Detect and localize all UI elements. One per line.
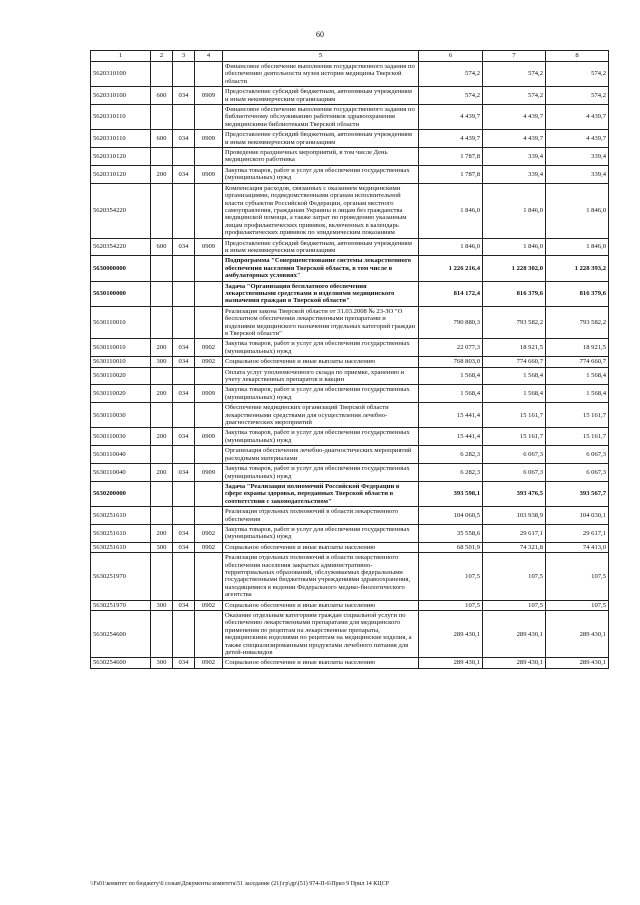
amount-year2-cell: 1 846,0 [483, 183, 546, 238]
table-row [91, 105, 609, 130]
table-row [91, 385, 609, 403]
amount-year3-cell: 104 030,1 [546, 507, 609, 525]
ministry-cell [173, 281, 195, 306]
ministry-cell: 034 [173, 130, 195, 148]
section-cell: 0909 [195, 87, 223, 105]
amount-year2-cell: 1 228 302,0 [483, 256, 546, 281]
amount-year2-cell: 74 321,8 [483, 542, 546, 552]
expense-type-cell: 200 [151, 385, 173, 403]
budget-code-cell: 5630110030 [91, 403, 151, 428]
ministry-cell [173, 105, 195, 130]
expense-type-cell: 600 [151, 238, 173, 256]
amount-year2-cell: 107,5 [483, 553, 546, 600]
table-row [91, 339, 609, 357]
budget-code-cell: 5630110030 [91, 428, 151, 446]
amount-year1-cell: 35 558,6 [419, 524, 483, 542]
expense-type-cell [151, 62, 173, 87]
table-row [91, 464, 609, 482]
amount-year3-cell: 18 921,5 [546, 339, 609, 357]
description-cell: Компенсация расходов, связанных с оказанием медицинскими организациями, подведомственными органам исполнительной власти субъектов Российской Федерации, органам местного самоуправления, гражданам Украины и лицам без гражданства медицинской помощи, а также затрат по проведению указанным лицам профилактических прививок, включенных в календарь профилактических прививок по эпидемическим показаниям [223, 183, 419, 238]
column-header: 7 [483, 51, 546, 62]
section-cell: 0909 [195, 428, 223, 446]
ministry-cell: 034 [173, 428, 195, 446]
description-cell: Закупка товаров, работ и услуг для обеспечения государственных (муниципальных) нужд [223, 165, 419, 183]
expense-type-cell [151, 611, 173, 658]
ministry-cell: 034 [173, 339, 195, 357]
section-cell: 0909 [195, 165, 223, 183]
section-cell: 0909 [195, 130, 223, 148]
ministry-cell [173, 553, 195, 600]
description-cell: Задача "Организация бесплатного обеспечения лекарственными средствами и изделиями медицинского назначения граждан в Тверской области" [223, 281, 419, 306]
budget-code-cell: 5630000000 [91, 256, 151, 281]
budget-code-cell: 5620354220 [91, 238, 151, 256]
ministry-cell [173, 367, 195, 385]
description-cell: Предоставление субсидий бюджетным, автономным учреждениям и иным некоммерческим организациям [223, 238, 419, 256]
table-row [91, 403, 609, 428]
amount-year3-cell: 574,2 [546, 87, 609, 105]
column-header: 2 [151, 51, 173, 62]
ministry-cell: 034 [173, 524, 195, 542]
amount-year2-cell: 4 439,7 [483, 130, 546, 148]
section-cell: 0902 [195, 524, 223, 542]
column-header: 6 [419, 51, 483, 62]
ministry-cell [173, 507, 195, 525]
amount-year3-cell: 15 161,7 [546, 428, 609, 446]
amount-year1-cell: 68 501,9 [419, 542, 483, 552]
budget-code-cell: 5630110010 [91, 357, 151, 367]
section-cell [195, 481, 223, 506]
ministry-cell: 034 [173, 87, 195, 105]
amount-year3-cell: 289 430,1 [546, 611, 609, 658]
expense-type-cell: 600 [151, 130, 173, 148]
budget-code-cell: 5630110020 [91, 367, 151, 385]
description-cell: Предоставление субсидий бюджетным, автономным учреждениям и иным некоммерческим организациям [223, 130, 419, 148]
description-cell: Социальное обеспечение и иные выплаты населению [223, 658, 419, 668]
amount-year3-cell: 15 161,7 [546, 403, 609, 428]
amount-year3-cell: 393 567,7 [546, 481, 609, 506]
table-row [91, 306, 609, 339]
amount-year2-cell: 774 660,7 [483, 357, 546, 367]
amount-year1-cell: 15 441,4 [419, 403, 483, 428]
expense-type-cell: 200 [151, 165, 173, 183]
amount-year3-cell: 1 568,4 [546, 367, 609, 385]
amount-year1-cell: 574,2 [419, 87, 483, 105]
table-row [91, 87, 609, 105]
section-cell [195, 256, 223, 281]
table-row [91, 524, 609, 542]
column-header: 4 [195, 51, 223, 62]
amount-year2-cell: 793 582,2 [483, 306, 546, 339]
amount-year1-cell: 393 598,1 [419, 481, 483, 506]
table-row [91, 62, 609, 87]
ministry-cell: 034 [173, 357, 195, 367]
budget-code-cell: 5630110010 [91, 339, 151, 357]
ministry-cell: 034 [173, 600, 195, 610]
amount-year3-cell: 574,2 [546, 62, 609, 87]
table-row [91, 148, 609, 166]
expense-type-cell [151, 553, 173, 600]
description-cell: Закупка товаров, работ и услуг для обеспечения государственных (муниципальных) нужд [223, 339, 419, 357]
description-cell: Социальное обеспечение и иные выплаты населению [223, 600, 419, 610]
amount-year3-cell: 1 568,4 [546, 385, 609, 403]
expense-type-cell: 200 [151, 524, 173, 542]
expense-type-cell: 300 [151, 357, 173, 367]
amount-year1-cell: 1 787,8 [419, 148, 483, 166]
budget-code-cell: 5630110040 [91, 446, 151, 464]
table-row [91, 428, 609, 446]
page-number: 60 [316, 30, 324, 39]
budget-code-cell: 5630251970 [91, 600, 151, 610]
section-cell: 0902 [195, 339, 223, 357]
table-row [91, 130, 609, 148]
description-cell: Проведение праздничных мероприятий, в том числе День медицинского работника [223, 148, 419, 166]
amount-year3-cell: 793 582,2 [546, 306, 609, 339]
amount-year2-cell: 6 067,3 [483, 446, 546, 464]
amount-year3-cell: 6 067,3 [546, 464, 609, 482]
amount-year2-cell: 816 379,6 [483, 281, 546, 306]
budget-code-cell: 5630251610 [91, 524, 151, 542]
description-cell: Социальное обеспечение и иные выплаты населению [223, 542, 419, 552]
table-row [91, 542, 609, 552]
budget-code-cell: 5620310100 [91, 87, 151, 105]
amount-year1-cell: 104 060,5 [419, 507, 483, 525]
amount-year2-cell: 289 430,1 [483, 611, 546, 658]
amount-year1-cell: 22 077,3 [419, 339, 483, 357]
budget-code-cell: 5630110020 [91, 385, 151, 403]
description-cell: Оказание отдельным категориям граждан социальной услуги по обеспечению лекарственными препаратами для медицинского применения по рецептам на лекарственные препараты, медицинскими изделиями по рецептам на медицинские изделия, а также специализированными продуктами лечебного питания для детей-инвалидов [223, 611, 419, 658]
expense-type-cell: 200 [151, 428, 173, 446]
amount-year1-cell: 814 172,4 [419, 281, 483, 306]
section-cell [195, 62, 223, 87]
file-path-footer: \\Fs01\комитет по бюджету\6 созыв\Документы комитета\51 заседание (21)\гр\др\(51) 974-П-6\Прил 9 Прил 14 КЦСР [90, 881, 389, 887]
amount-year3-cell: 4 439,7 [546, 130, 609, 148]
section-cell [195, 148, 223, 166]
expense-type-cell [151, 403, 173, 428]
table-row [91, 165, 609, 183]
description-cell: Реализация отдельных полномочий в области лекарственного обеспечения [223, 507, 419, 525]
section-cell: 0902 [195, 542, 223, 552]
amount-year1-cell: 289 430,1 [419, 611, 483, 658]
amount-year1-cell: 15 441,4 [419, 428, 483, 446]
amount-year3-cell: 29 617,1 [546, 524, 609, 542]
budget-code-cell: 5630254600 [91, 658, 151, 668]
amount-year3-cell: 816 379,6 [546, 281, 609, 306]
ministry-cell: 034 [173, 464, 195, 482]
expense-type-cell: 300 [151, 542, 173, 552]
expense-type-cell: 600 [151, 87, 173, 105]
expense-type-cell: 300 [151, 658, 173, 668]
amount-year1-cell: 107,5 [419, 600, 483, 610]
amount-year2-cell: 1 568,4 [483, 385, 546, 403]
table-row [91, 367, 609, 385]
ministry-cell [173, 403, 195, 428]
description-cell: Реализация закона Тверской области от 31.03.2008 № 23-ЗО "О бесплатном обеспечении лекарственными препаратами и изделиями медицинского назначения отдельных категорий граждан в Тверской области" [223, 306, 419, 339]
section-cell: 0902 [195, 357, 223, 367]
table-row [91, 183, 609, 238]
expense-type-cell [151, 183, 173, 238]
amount-year3-cell: 74 413,0 [546, 542, 609, 552]
amount-year3-cell: 1 228 393,2 [546, 256, 609, 281]
budget-code-cell: 5620310110 [91, 105, 151, 130]
ministry-cell: 034 [173, 165, 195, 183]
budget-code-cell: 5630251610 [91, 542, 151, 552]
description-cell: Предоставление субсидий бюджетным, автономным учреждениям и иным некоммерческим организациям [223, 87, 419, 105]
amount-year3-cell: 1 846,0 [546, 238, 609, 256]
ministry-cell: 034 [173, 385, 195, 403]
expense-type-cell [151, 306, 173, 339]
budget-code-cell: 5630251610 [91, 507, 151, 525]
budget-code-cell: 5630251970 [91, 553, 151, 600]
budget-code-cell: 5630110010 [91, 306, 151, 339]
section-cell: 0902 [195, 600, 223, 610]
ministry-cell [173, 256, 195, 281]
section-cell [195, 446, 223, 464]
budget-code-cell: 5620310120 [91, 148, 151, 166]
amount-year3-cell: 107,5 [546, 553, 609, 600]
amount-year2-cell: 18 921,5 [483, 339, 546, 357]
amount-year3-cell: 339,4 [546, 165, 609, 183]
description-cell: Финансовое обеспечение выполнения государственного задания по обеспечению деятельности музея истории медицины Тверской области [223, 62, 419, 87]
amount-year2-cell: 107,5 [483, 600, 546, 610]
ministry-cell [173, 306, 195, 339]
expense-type-cell [151, 481, 173, 506]
expense-type-cell: 200 [151, 464, 173, 482]
section-cell [195, 553, 223, 600]
column-header: 1 [91, 51, 151, 62]
amount-year3-cell: 4 439,7 [546, 105, 609, 130]
section-cell [195, 306, 223, 339]
amount-year3-cell: 1 846,0 [546, 183, 609, 238]
description-cell: Обеспечение медицинских организаций Тверской области лекарственными средствами для осуществления лечебно-диагностических мероприятий [223, 403, 419, 428]
amount-year1-cell: 1 568,4 [419, 385, 483, 403]
amount-year2-cell: 289 430,1 [483, 658, 546, 668]
ministry-cell [173, 446, 195, 464]
amount-year1-cell: 1 846,0 [419, 183, 483, 238]
section-cell [195, 403, 223, 428]
table-row [91, 481, 609, 506]
section-cell [195, 105, 223, 130]
amount-year1-cell: 6 282,3 [419, 446, 483, 464]
amount-year2-cell: 574,2 [483, 62, 546, 87]
ministry-cell [173, 62, 195, 87]
budget-code-cell: 5630200000 [91, 481, 151, 506]
ministry-cell [173, 481, 195, 506]
amount-year3-cell: 107,5 [546, 600, 609, 610]
description-cell: Подпрограмма "Совершенствование системы лекарственного обеспечения населения Тверской области, в том числе в амбулаторных условиях" [223, 256, 419, 281]
ministry-cell [173, 148, 195, 166]
budget-code-cell: 5630254600 [91, 611, 151, 658]
amount-year3-cell: 6 067,3 [546, 446, 609, 464]
amount-year2-cell: 29 617,1 [483, 524, 546, 542]
expense-type-cell [151, 446, 173, 464]
section-cell: 0902 [195, 658, 223, 668]
budget-code-cell: 5630100000 [91, 281, 151, 306]
amount-year1-cell: 574,2 [419, 62, 483, 87]
budget-table [90, 50, 609, 669]
amount-year1-cell: 6 282,3 [419, 464, 483, 482]
amount-year1-cell: 107,5 [419, 553, 483, 600]
table-row [91, 256, 609, 281]
table-row [91, 357, 609, 367]
budget-code-cell: 5630110040 [91, 464, 151, 482]
amount-year1-cell: 1 787,8 [419, 165, 483, 183]
expense-type-cell: 300 [151, 600, 173, 610]
amount-year3-cell: 289 430,1 [546, 658, 609, 668]
column-header: 5 [223, 51, 419, 62]
section-cell [195, 507, 223, 525]
amount-year1-cell: 1 568,4 [419, 367, 483, 385]
table-row [91, 553, 609, 600]
section-cell [195, 367, 223, 385]
amount-year2-cell: 339,4 [483, 148, 546, 166]
expense-type-cell [151, 256, 173, 281]
table-row [91, 507, 609, 525]
expense-type-cell [151, 507, 173, 525]
amount-year1-cell: 790 880,3 [419, 306, 483, 339]
amount-year3-cell: 339,4 [546, 148, 609, 166]
description-cell: Организация обеспечения лечебно-диагностических мероприятий расходными материалами [223, 446, 419, 464]
budget-code-cell: 5620310110 [91, 130, 151, 148]
expense-type-cell [151, 148, 173, 166]
column-number-row [91, 51, 609, 62]
amount-year2-cell: 4 439,7 [483, 105, 546, 130]
expense-type-cell: 200 [151, 339, 173, 357]
amount-year1-cell: 289 430,1 [419, 658, 483, 668]
amount-year2-cell: 393 476,5 [483, 481, 546, 506]
budget-code-cell: 5620310120 [91, 165, 151, 183]
table-row [91, 281, 609, 306]
description-cell: Закупка товаров, работ и услуг для обеспечения государственных (муниципальных) нужд [223, 428, 419, 446]
expense-type-cell [151, 367, 173, 385]
amount-year1-cell: 768 803,0 [419, 357, 483, 367]
description-cell: Финансовое обеспечение выполнения государственного задания по библиотечному обслуживанию работников здравоохранения медицинскими библиотеками Тверской области [223, 105, 419, 130]
amount-year2-cell: 1 568,4 [483, 367, 546, 385]
amount-year2-cell: 15 161,7 [483, 428, 546, 446]
amount-year2-cell: 574,2 [483, 87, 546, 105]
table-row [91, 238, 609, 256]
ministry-cell: 034 [173, 238, 195, 256]
section-cell [195, 281, 223, 306]
expense-type-cell [151, 281, 173, 306]
section-cell: 0909 [195, 238, 223, 256]
expense-type-cell [151, 105, 173, 130]
description-cell: Оплата услуг уполномоченного склада по приемке, хранению и учету лекарственных препаратов и вакцин [223, 367, 419, 385]
amount-year1-cell: 1 846,0 [419, 238, 483, 256]
section-cell [195, 611, 223, 658]
description-cell: Закупка товаров, работ и услуг для обеспечения государственных (муниципальных) нужд [223, 524, 419, 542]
description-cell: Закупка товаров, работ и услуг для обеспечения государственных (муниципальных) нужд [223, 385, 419, 403]
table-row [91, 611, 609, 658]
amount-year2-cell: 1 846,0 [483, 238, 546, 256]
column-header: 3 [173, 51, 195, 62]
budget-code-cell: 5620354220 [91, 183, 151, 238]
section-cell: 0909 [195, 385, 223, 403]
amount-year1-cell: 1 226 216,4 [419, 256, 483, 281]
section-cell: 0909 [195, 464, 223, 482]
amount-year1-cell: 4 439,7 [419, 105, 483, 130]
amount-year3-cell: 774 660,7 [546, 357, 609, 367]
ministry-cell [173, 611, 195, 658]
budget-code-cell: 5620310100 [91, 62, 151, 87]
section-cell [195, 183, 223, 238]
amount-year2-cell: 339,4 [483, 165, 546, 183]
amount-year1-cell: 4 439,7 [419, 130, 483, 148]
table-row [91, 658, 609, 668]
ministry-cell: 034 [173, 658, 195, 668]
table-row [91, 446, 609, 464]
table-row [91, 600, 609, 610]
description-cell: Социальное обеспечение и иные выплаты населению [223, 357, 419, 367]
amount-year2-cell: 6 067,3 [483, 464, 546, 482]
amount-year2-cell: 15 161,7 [483, 403, 546, 428]
amount-year2-cell: 103 938,9 [483, 507, 546, 525]
description-cell: Задача "Реализация полномочий Российской Федерации в сфере охраны здоровья, переданных Тверской области в соответствии с законодательством" [223, 481, 419, 506]
ministry-cell: 034 [173, 542, 195, 552]
ministry-cell [173, 183, 195, 238]
description-cell: Реализация отдельных полномочий в области лекарственного обеспечения населения закрытых административно-территориальных образований, обслуживаемых федеральными государственными бюджетными учреждениями здравоохранения, находящимися в ведении Федерального медико-биологического агентства [223, 553, 419, 600]
column-header: 8 [546, 51, 609, 62]
description-cell: Закупка товаров, работ и услуг для обеспечения государственных (муниципальных) нужд [223, 464, 419, 482]
